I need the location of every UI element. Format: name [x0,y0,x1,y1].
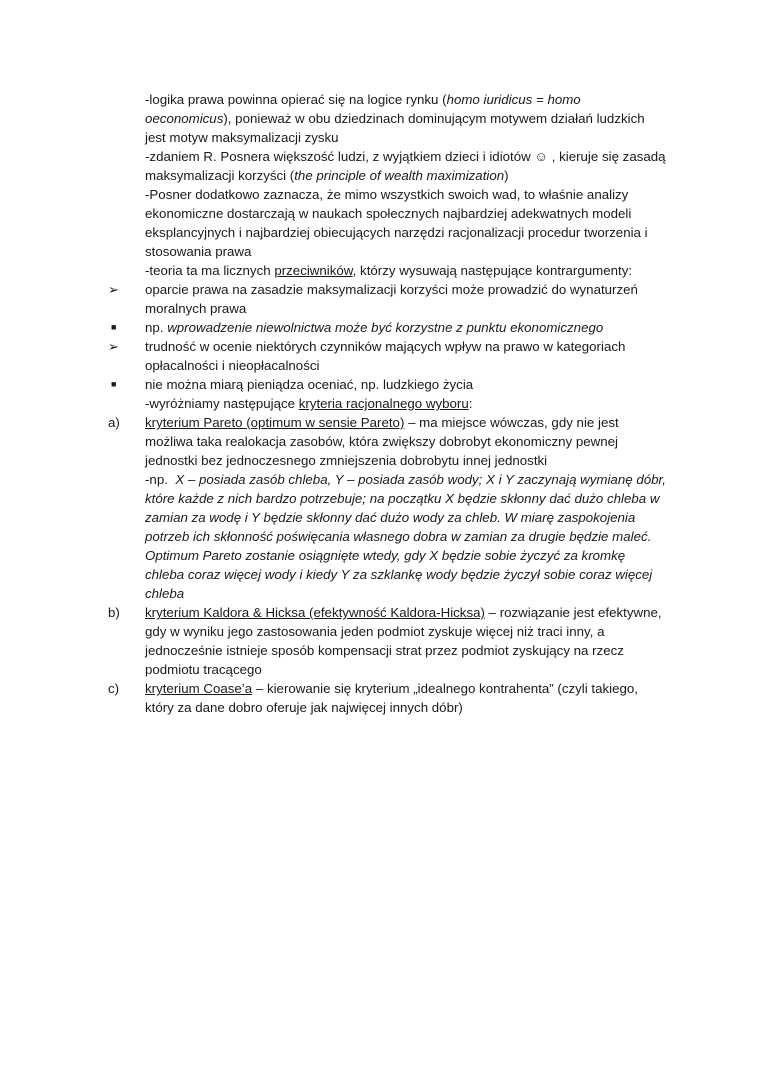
criterion-a-example [145,470,668,603]
paragraph-market-logic [145,90,668,147]
square-bullet-icon: ■ [111,322,117,332]
underlined-term: kryterium Pareto (optimum w sensie Pareto) [145,415,405,430]
text: ) [504,168,509,183]
list-letter-a: a) [108,415,120,430]
text: – ma miejsce wówczas, gdy nie jest możliwa taka realokacja zasobów, która zwiększy dobrobyt ekonomiczny pewnej jednostki bez jednoczesnego zmniejszenia dobrobytu innej jednostki [145,415,619,468]
list-letter-b: b) [108,605,120,620]
arrow-bullet-icon: ➢ [108,282,119,297]
paragraph-opponents [145,261,668,280]
list-item-example-2 [111,375,668,394]
paragraph-posner-opinion [145,147,668,185]
smiley-icon: ☺ [534,149,549,164]
text: , którzy wysuwają następujące kontrargumenty: [352,263,633,278]
text: nie można miarą pieniądza oceniać, np. ludzkiego życia [145,377,474,392]
text: np. [145,320,168,335]
text: -zdaniem R. Posnera większość ludzi, z wyjątkiem dzieci i idiotów [145,149,535,164]
italic-term: homo iuridicus = homo oeconomicus [145,92,581,126]
underlined-term: kryteria racjonalnego wyboru [298,396,469,411]
list-item-argument-1 [108,280,668,318]
text: -wyróżniamy następujące [145,396,299,411]
underlined-term: kryterium Coase’a [145,681,253,696]
paragraph-posner-addition: -Posner dodatkowo zaznacza, że mimo wszystkich swoich wad, to właśnie analizy ekonomiczne dostarczają w naukach społecznych najbardziej adekwatnych modeli eksplancyjnych i najbardziej obiecujących narzędzi racjonalizacji procedur tworzenia i stosowania prawa [145,187,648,259]
list-item-criterion-a [108,413,668,603]
list-item-argument-2 [108,337,668,375]
square-bullet-icon: ■ [111,379,117,389]
paragraph-criteria-intro [145,394,668,413]
list-item-example-1 [111,318,668,337]
criterion-a-definition [145,413,668,470]
text: ), ponieważ w obu dziedzinach dominującym motywem działań ludzkich jest motyw maksymalizacji zysku [145,111,645,145]
text: : [468,396,473,411]
list-item-criterion-b [108,603,668,679]
underlined-term: przeciwników [274,263,353,278]
text: – rozwiązanie jest efektywne, gdy w wyniku jego zastosowania jeden podmiot zyskuje więcej niż traci inny, a jednocześnie istnieje sposób kompensacji strat przez podmiot zyskujący na rzecz podmiotu tracącego [145,605,662,677]
italic-text: X – posiada zasób chleba, Y – posiada zasób wody; X i Y zaczynają wymianę dóbr, które każde z nich bardzo potrzebuje; na początku X będzie skłonny dać dużo chleba w zamian za wodę i Y będzie skłonny dać dużo wody za chleb. W miarę zaspokojenia potrzeb ich skłonność poświęcania własnego dobra w zamian za drugie będzie maleć. Optimum Pareto zostanie osiągnięte wtedy, gdy X będzie sobie życzyć za kromkę chleba coraz więcej wody i kiedy Y za szklankę wody będzie życzył sobie coraz więcej chleba [145,472,666,601]
list-item-criterion-c [108,679,668,717]
list-letter-c: c) [108,681,120,696]
text: -teoria ta ma licznych [145,263,275,278]
text: – kierowanie się kryterium „idealnego kontrahenta” (czyli takiego, który za dane dobro oferuje jak najwięcej innych dóbr) [145,681,638,715]
document-body [108,90,668,717]
text: -np. [145,472,176,487]
italic-term: the principle of wealth maximization [294,168,505,183]
text: -logika prawa powinna opierać się na logice rynku ( [145,92,447,107]
text: oparcie prawa na zasadzie maksymalizacji korzyści może prowadzić do wynaturzeń moralnych prawa [145,282,638,316]
arrow-bullet-icon: ➢ [108,339,119,354]
italic-text: wprowadzenie niewolnictwa może być korzystne z punktu ekonomicznego [167,320,604,335]
text: , kieruje się zasadą maksymalizacji korzyści ( [145,149,666,183]
underlined-term: kryterium Kaldora & Hicksa (efektywność Kaldora-Hicksa) [145,605,485,620]
text: trudność w ocenie niektórych czynników mających wpływ na prawo w kategoriach opłacalności i nieopłacalności [145,339,626,373]
